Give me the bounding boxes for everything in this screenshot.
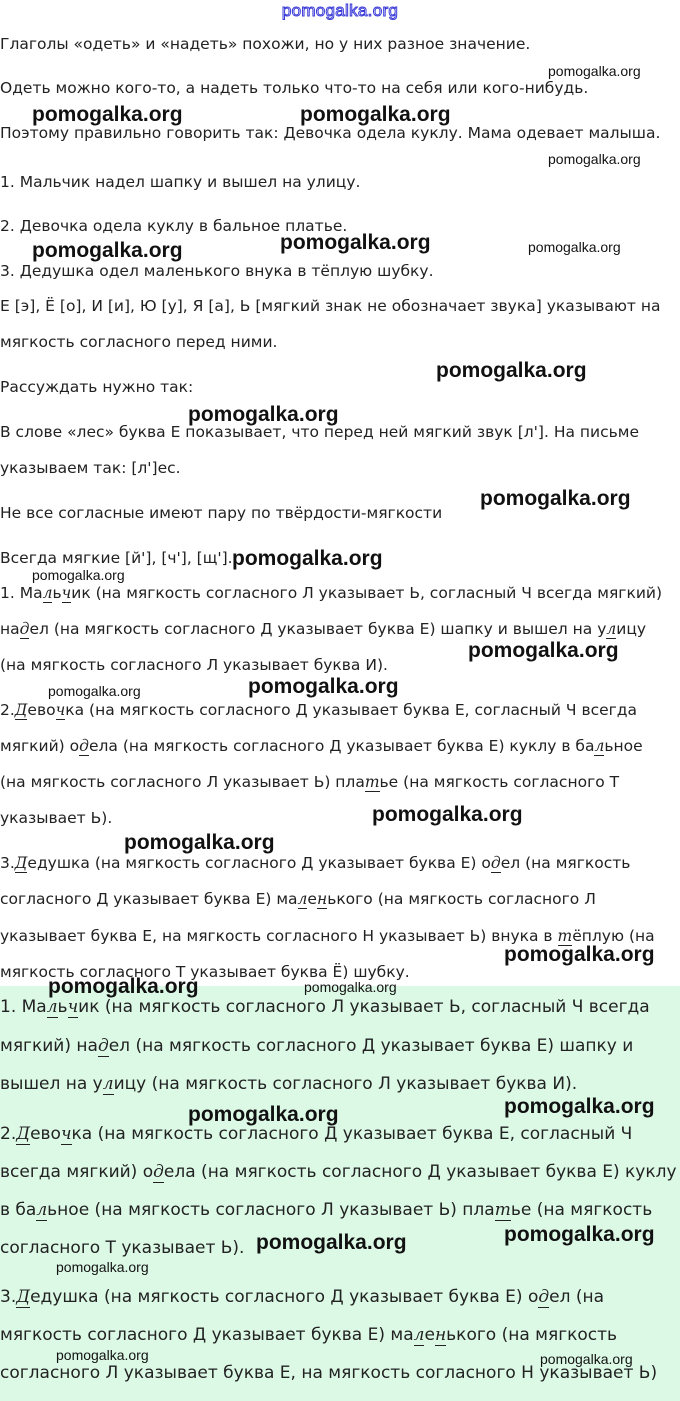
text-line: Рассуждать нужно так: <box>0 378 194 396</box>
watermark: pomogalka.org <box>124 831 275 854</box>
answer-line: в бальное (на мягкость согласного Л указывает Ь) платье (на мягкость <box>0 1200 653 1220</box>
watermark: pomogalka.org <box>32 239 183 262</box>
answer-line: согласного Л указывает буква Е, на мягкость согласного Н указывает Ь) <box>0 1363 658 1383</box>
answer-line: согласного Т указывает Ь). <box>0 1238 245 1258</box>
text-line: мягкость согласного перед ними. <box>0 333 278 351</box>
answer-line: вышел на улицу (на мягкость согласного Л указывает буква И). <box>0 1074 578 1094</box>
watermark: pomogalka.org <box>48 683 141 699</box>
site-logo[interactable]: pomogalka.org <box>281 1 399 20</box>
answer-line: мягкий) надел (на мягкость согласного Д указывает буква Е) шапку и <box>0 1036 634 1056</box>
answer-line: 2.Девочка (на мягкость согласного Д указывает буква Е, согласный Ч <box>0 1124 633 1144</box>
text-line: согласного Д указывает буква Е) маленького (на мягкость согласного Л <box>0 890 596 908</box>
text-line: указывает Ь). <box>0 809 113 827</box>
watermark: pomogalka.org <box>48 975 199 998</box>
text-line: Е [э], Ё [о], И [и], Ю [у], Я [а], Ь [мягкий знак не обозначает звука] указывают на <box>0 297 661 315</box>
text-line: Не все согласные имеют пару по твёрдости-мягкости <box>0 504 443 522</box>
text-line: указывает буква Е, на мягкость согласного Н указывает Ь) внука в тёплую (на <box>0 927 655 945</box>
watermark: pomogalka.org <box>504 1095 655 1118</box>
watermark: pomogalka.org <box>280 231 431 254</box>
text-line: Поэтому правильно говорить так: Девочка одела куклу. Мама одевает малыша. <box>0 124 661 142</box>
watermark: pomogalka.org <box>548 151 641 167</box>
text-line: указываем так: [л']ес. <box>0 459 181 477</box>
watermark: pomogalka.org <box>468 639 619 662</box>
answer-line: всегда мягкий) одела (на мягкость согласного Д указывает буква Е) куклу <box>0 1162 677 1182</box>
watermark: pomogalka.org <box>232 547 383 570</box>
text-line: Глаголы «одеть» и «надеть» похожи, но у них разное значение. <box>0 35 531 53</box>
text-line: В слове «лес» буква Е показывает, что перед ней мягкий звук [л']. На письме <box>0 423 639 441</box>
watermark: pomogalka.org <box>32 567 125 583</box>
text-line: мягкость согласного Т указывает буква Ё) шубку. <box>0 963 410 981</box>
watermark: pomogalka.org <box>248 675 399 698</box>
text-line: мягкий) одела (на мягкость согласного Д указывает буква Е) куклу в бальное <box>0 737 643 755</box>
text-line: (на мягкость согласного Л указывает буква И). <box>0 656 388 674</box>
watermark: pomogalka.org <box>256 1231 407 1254</box>
text-line: Всегда мягкие [й'], [ч'], [щ']. <box>0 549 233 567</box>
text-line: 3.Дедушка (на мягкость согласного Д указывает буква Е) одел (на мягкость <box>0 854 631 872</box>
watermark: pomogalka.org <box>56 1347 149 1363</box>
watermark: pomogalka.org <box>480 487 631 510</box>
watermark: pomogalka.org <box>528 239 621 255</box>
text-line: 1. Мальчик (на мягкость согласного Л указывает Ь, согласный Ч всегда мягкий) <box>0 584 663 602</box>
text-line: надел (на мягкость согласного Д указывает буква Е) шапку и вышел на улицу <box>0 620 647 638</box>
answer-line: 3.Дедушка (на мягкость согласного Д указывает буква Е) одел (на <box>0 1287 605 1307</box>
text-line: 1. Мальчик надел шапку и вышел на улицу. <box>0 173 361 191</box>
text-line: 3. Дедушка одел маленького внука в тёплую шубку. <box>0 262 434 280</box>
watermark: pomogalka.org <box>188 1103 339 1126</box>
text-line: 2. Девочка одела куклу в бальное платье. <box>0 217 348 235</box>
watermark: pomogalka.org <box>504 943 655 966</box>
text-line: Одеть можно кого-то, а надеть только что-то на себя или кого-нибудь. <box>0 79 589 97</box>
watermark: pomogalka.org <box>32 103 183 126</box>
answer-line: мягкость согласного Д указывает буква Е) маленького (на мягкость <box>0 1325 618 1345</box>
watermark: pomogalka.org <box>372 803 523 826</box>
watermark: pomogalka.org <box>304 979 397 995</box>
text-line: (на мягкость согласного Л указывает Ь) платье (на мягкость согласного Т <box>0 773 620 791</box>
watermark: pomogalka.org <box>436 359 587 382</box>
watermark: pomogalka.org <box>548 63 641 79</box>
answer-line: 1. Мальчик (на мягкость согласного Л указывает Ь, согласный Ч всегда <box>0 997 650 1017</box>
text-line: 2.Девочка (на мягкость согласного Д указывает буква Е, согласный Ч всегда <box>0 701 638 719</box>
watermark: pomogalka.org <box>188 403 339 426</box>
watermark: pomogalka.org <box>540 1351 633 1367</box>
watermark: pomogalka.org <box>504 1223 655 1246</box>
watermark: pomogalka.org <box>300 103 451 126</box>
watermark: pomogalka.org <box>56 1259 149 1275</box>
